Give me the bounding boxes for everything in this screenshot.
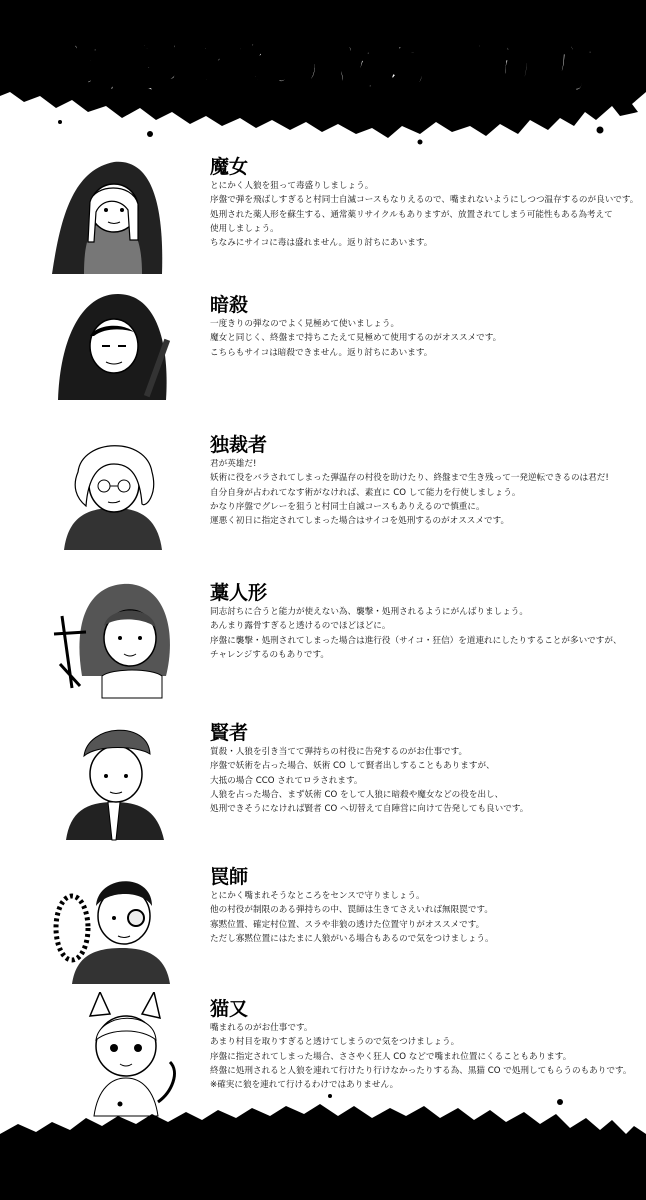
role-section-witch — [0, 150, 646, 285]
description-line: 使用しましょう。 — [210, 223, 279, 234]
role-description — [210, 457, 630, 528]
role-section-straw-doll — [0, 576, 646, 711]
description-line: 嘴まれるのがお仕事です。 — [210, 1023, 313, 1033]
role-description — [210, 1021, 630, 1092]
ink-splatter-footer-banner — [0, 1090, 646, 1200]
role-name: 魔女 — [210, 156, 249, 178]
description-line: 一度きりの弾なのでよく見極めて使いましょう。 — [210, 319, 400, 329]
description-line: 君が英雄だ! — [210, 459, 257, 469]
description-line: ただし寡黙位置にはたまに人狼がいる場合もあるので気をつけましょう。 — [210, 933, 494, 944]
description-line: こちらもサイコは暗殺できません。返り討ちにあいます。 — [210, 347, 433, 358]
description-line: 序盤に指定されてしまった場合、ささやく狂人 CO などで嘴まれ位置にくることもあります。 — [210, 1051, 572, 1062]
description-line: 序盤で弾を飛ばしすぎると村同士自滅コースもなりえるので、嘴まれないようにしつつ温存するのが良いです。 — [210, 195, 639, 206]
description-line: 終盤に処刑されると人狼を連れて行けたり行けなかったりする為、黒猫 CO で処刑してもらうのもありです。 — [210, 1065, 632, 1076]
role-section-assassin — [0, 288, 646, 423]
description-line: ちなみにサイコに毒は盛れません。返り討ちにあいます。 — [210, 238, 433, 249]
role-description — [210, 317, 630, 360]
role-name: 独裁者 — [210, 434, 268, 456]
description-line: 大抵の場合 CCO されてロラされます。 — [210, 775, 363, 786]
role-description — [210, 889, 630, 946]
description-line: とにかく人狼を狙って毒盛りしましょう。 — [210, 181, 374, 191]
description-line: 同志討ちに合うと能力が使えない為、襲撃・処刑されるようにがんばりましょう。 — [210, 607, 528, 617]
description-line: 寡黙位置、確定村位置、スラや非狼の透けた位置守りがオススメです。 — [210, 919, 485, 930]
description-line: チャレンジするのもありです。 — [210, 649, 329, 660]
role-name: 罠師 — [210, 866, 249, 888]
description-line: 処刑された薬人形を蘇生する、通常薬リサイクルもありますが、放置されてしまう可能性もある為考えて — [210, 209, 613, 220]
description-line: 自分自身が占われてなす術がなければ、素直に CO して能力を行使しましょう。 — [210, 487, 521, 498]
role-name: 藁人形 — [210, 582, 268, 604]
role-name: 暗殺 — [210, 294, 249, 316]
description-line: かなり序盤でグレーを狙うと村同士自滅コースもありえるので慎重に。 — [210, 501, 485, 512]
description-line: 処刑できそうになければ賢者 CO へ切替えて自陣営に向けて告発しても良いです。 — [210, 804, 529, 815]
description-line: 他の村役が制限のある弾持ちの中、罠師は生きてさえいれば無限罠です。 — [210, 905, 493, 916]
description-line: あんまり露骨すぎると透けるのでほどほどに。 — [210, 621, 391, 632]
description-line: とにかく嘴まれそうなところをセンスで守りましょう。 — [210, 891, 425, 901]
description-line: ※確実に狼を連れて行けるわけではありません。 — [210, 1080, 399, 1091]
role-section-sage — [0, 716, 646, 851]
page-title: 市民陣営の立ち回り方 — [48, 36, 598, 100]
trapper-portrait-icon — [42, 860, 182, 985]
role-section-trapper — [0, 860, 646, 995]
description-line: あまり村目を取りすぎると透けてしまうので気をつけましょう。 — [210, 1037, 460, 1048]
role-description — [210, 605, 630, 662]
role-name: 猫又 — [210, 998, 249, 1020]
assassin-portrait-icon — [42, 288, 182, 413]
sage-portrait-icon — [42, 716, 182, 841]
role-description — [210, 179, 639, 250]
role-name: 賢者 — [210, 722, 249, 744]
dictator-portrait-icon — [42, 428, 182, 553]
description-line: 序盤に襲撃・処刑されてしまった場合は進行役（サイコ・狂信）を道連れにしたりすることが多いですが、 — [210, 635, 622, 646]
description-line: 序盤で妖術を占った場合、妖術 CO して賢者出しすることもありますが、 — [210, 761, 495, 772]
description-line: 質殺・人狼を引き当てて弾持ちの村役に告発するのがお仕事です。 — [210, 747, 468, 757]
witch-portrait-icon — [42, 150, 182, 275]
description-line: 妖術に役をバラされてしまった弾温存の村役を助けたり、終盤まで生き残って一発逆転できるのは君だ! — [210, 473, 609, 484]
role-description — [210, 745, 630, 816]
description-line: 人狼を占った場合、まず妖術 CO をして人狼に暗殺や魔女などの役を出し、 — [210, 789, 504, 800]
straw-doll-portrait-icon — [42, 576, 182, 701]
description-line: 運悪く初日に指定されてしまった場合はサイコを処刑するのがオススメです。 — [210, 516, 510, 527]
description-line: 魔女と同じく、終盤まで持ちこたえて見極めて使用するのがオススメです。 — [210, 333, 502, 344]
role-section-dictator — [0, 428, 646, 563]
